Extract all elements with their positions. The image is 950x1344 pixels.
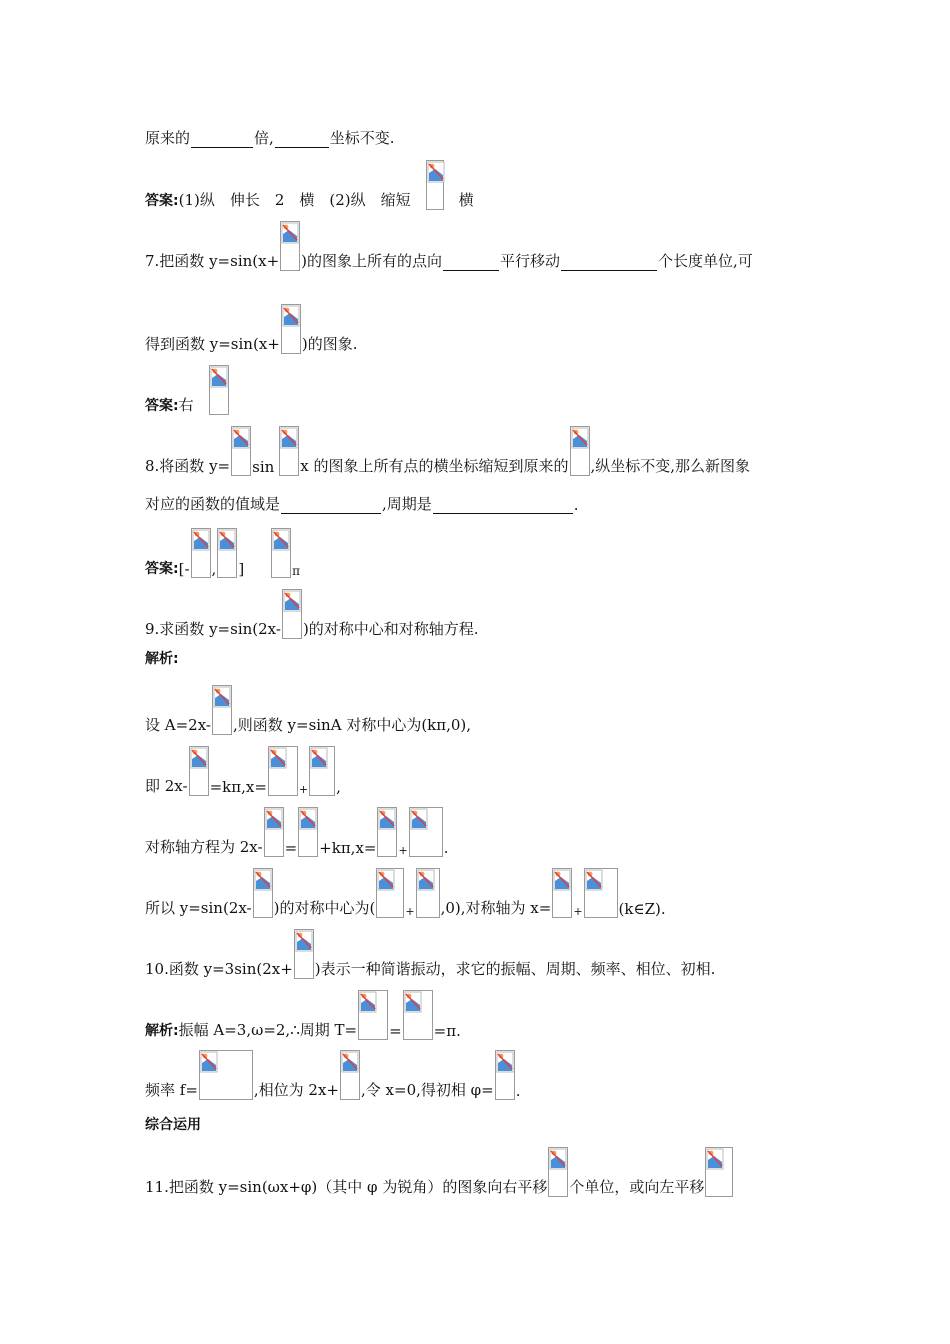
text: 7.把函数 y=sin(x+: [145, 252, 280, 270]
text: 得到函数 y=sin(x+: [145, 335, 280, 353]
question-7-line-2: [145, 302, 357, 354]
text: .: [573, 496, 579, 514]
solution-label: 解析:: [145, 651, 179, 667]
broken-image-icon: [705, 1147, 733, 1197]
text: 频率 f=: [145, 1081, 198, 1099]
text: +kπ,x=: [319, 839, 377, 857]
text: ]: [238, 560, 245, 578]
text: (1)纵 伸长 2 横 (2)纵 缩短: [178, 191, 411, 209]
fill-blank: [281, 512, 381, 514]
text-line: [145, 96, 395, 148]
broken-image-icon: [376, 868, 404, 918]
fill-blank: [275, 146, 329, 148]
solution-label-line: [145, 616, 179, 668]
text: (k∈Z).: [618, 900, 666, 918]
broken-image-icon: [495, 1050, 515, 1100]
broken-image-icon: [377, 807, 397, 857]
solution-9-line-1: [145, 683, 471, 735]
section-heading-line: [145, 1082, 201, 1134]
text: 11.把函数 y=sin(ωx+φ)（其中 φ 为锐角）的图象向右平移: [145, 1178, 548, 1196]
broken-image-icon: [209, 365, 229, 415]
broken-image-icon: [548, 1147, 568, 1197]
answer-label: 答案:: [145, 561, 179, 577]
fill-blank: [561, 269, 657, 271]
solution-9-line-4: [145, 866, 666, 918]
text: 振幅 A=3,ω=2,∴周期 T=: [178, 1021, 358, 1039]
text: 设 A=2x-: [145, 716, 211, 734]
broken-image-icon: [271, 528, 291, 578]
fill-blank: [433, 512, 573, 514]
answer-label: 答案:: [145, 398, 179, 414]
text: ,: [336, 778, 341, 796]
text: =: [284, 839, 298, 857]
text: ,相位为 2x+: [253, 1081, 339, 1099]
text: 9.求函数 y=sin(2x-: [145, 620, 281, 638]
section-heading: 综合运用: [145, 1117, 201, 1133]
text: =π.: [433, 1022, 461, 1040]
text: ,0),对称轴为 x=: [440, 899, 552, 917]
broken-image-icon: [253, 868, 273, 918]
text: )表示一种简谐振动，求它的振幅、周期、频率、相位、初相.: [314, 960, 716, 978]
solution-9-line-2: [145, 744, 341, 796]
question-11-line: [145, 1145, 734, 1197]
text: ,周期是: [382, 495, 432, 513]
text: )的对称中心和对称轴方程.: [302, 620, 479, 638]
text: 个长度单位,可: [658, 252, 753, 270]
text: )的图象.: [301, 335, 358, 353]
text: )的对称中心为(: [273, 899, 376, 917]
text: =: [389, 1022, 402, 1040]
question-8-line-2: [145, 462, 579, 514]
text: [-: [178, 560, 190, 578]
broken-image-icon: [552, 868, 572, 918]
text: 对称轴方程为 2x-: [145, 838, 263, 856]
text: +: [405, 905, 415, 918]
broken-image-icon: [294, 929, 314, 979]
text: 8.将函数 y=: [145, 457, 231, 475]
broken-image-icon: [358, 990, 388, 1040]
broken-image-icon: [212, 685, 232, 735]
broken-image-icon: [340, 1050, 360, 1100]
broken-image-icon: [268, 746, 298, 796]
text: 个单位，或向左平移: [569, 1178, 705, 1196]
solution-10-line-2: [145, 1048, 521, 1100]
answer-line: [145, 526, 300, 578]
broken-image-icon: [426, 160, 444, 210]
text: +: [573, 905, 583, 918]
text: ,令 x=0,得初相 φ=: [361, 1081, 494, 1099]
text: .: [443, 839, 449, 857]
text: ,纵坐标不变,那么新图象: [590, 457, 751, 475]
text: 原来的: [145, 129, 191, 147]
broken-image-icon: [189, 746, 209, 796]
solution-10-line-1: [145, 988, 461, 1040]
solution-label: 解析:: [145, 1023, 179, 1039]
question-10-line: [145, 927, 715, 979]
text: 坐标不变.: [329, 129, 395, 147]
text: 10.函数 y=3sin(2x+: [145, 960, 293, 978]
text: )的图象上所有的点向: [301, 252, 443, 270]
broken-image-icon: [409, 807, 443, 857]
broken-image-icon: [280, 221, 300, 271]
solution-9-line-3: [145, 805, 448, 857]
answer-line: [145, 158, 474, 210]
text: 平行移动: [500, 252, 561, 270]
broken-image-icon: [191, 528, 211, 578]
text: 即 2x-: [145, 777, 188, 795]
text: ,则函数 y=sinA 对称中心为(kπ,0),: [232, 716, 472, 734]
text: 横: [458, 191, 474, 209]
broken-image-icon: [403, 990, 433, 1040]
text: 所以 y=sin(2x-: [145, 899, 252, 917]
text: π: [292, 564, 301, 578]
text: 对应的函数的值域是: [145, 495, 281, 513]
text: +: [298, 783, 309, 796]
text: sin: [252, 458, 275, 476]
text: ,: [211, 560, 217, 578]
question-9-line: [145, 587, 479, 639]
broken-image-icon: [416, 868, 440, 918]
answer-label: 答案:: [145, 193, 179, 209]
broken-image-icon: [264, 807, 284, 857]
text: 倍,: [254, 129, 274, 147]
text: +: [398, 844, 408, 857]
broken-image-icon: [309, 746, 335, 796]
text: .: [515, 1082, 521, 1100]
broken-image-icon: [281, 304, 301, 354]
fill-blank: [443, 269, 499, 271]
answer-line: [145, 363, 230, 415]
fill-blank: [191, 146, 253, 148]
broken-image-icon: [298, 807, 318, 857]
question-7-line: [145, 219, 753, 271]
text: 右: [178, 396, 194, 414]
broken-image-icon: [282, 589, 302, 639]
text: =kπ,x=: [209, 778, 267, 796]
broken-image-icon: [199, 1050, 253, 1100]
broken-image-icon: [584, 868, 618, 918]
text: x 的图象上所有点的横坐标缩短到原来的: [300, 457, 569, 475]
broken-image-icon: [217, 528, 237, 578]
